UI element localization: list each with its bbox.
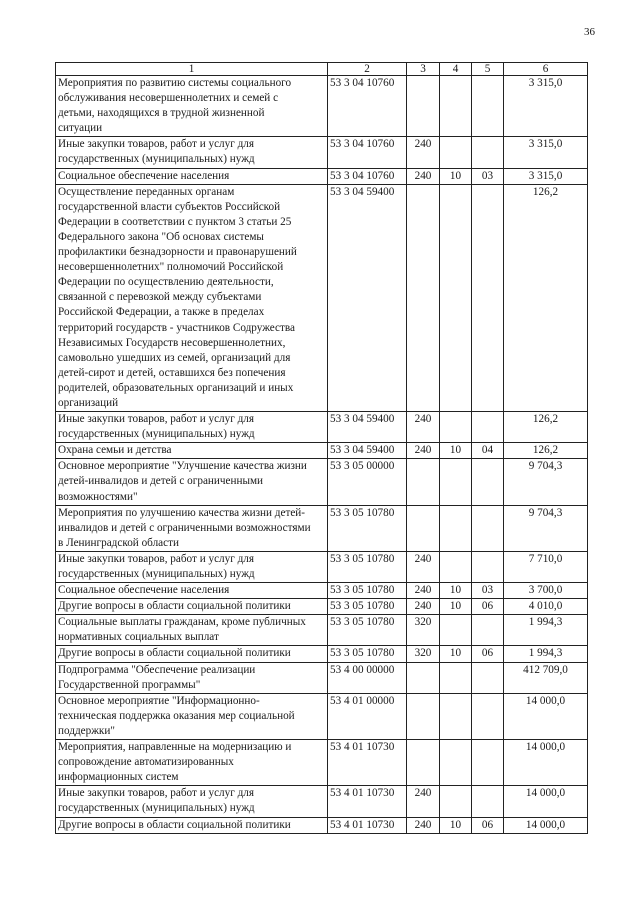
- row-expense-type: 320: [407, 615, 440, 646]
- row-section: [440, 505, 472, 551]
- row-section: [440, 693, 472, 739]
- row-section: 10: [440, 817, 472, 833]
- header-col-3: 3: [407, 63, 440, 76]
- row-amount: 7 710,0: [504, 551, 588, 582]
- row-section: [440, 184, 472, 411]
- row-name: Подпрограмма "Обеспечение реализации Государственной программы": [56, 662, 328, 693]
- row-name: Иные закупки товаров, работ и услуг для государственных (муниципальных) нужд: [56, 412, 328, 443]
- budget-table: [55, 62, 588, 834]
- table-row: [56, 505, 588, 551]
- row-section: [440, 615, 472, 646]
- row-name: Основное мероприятие "Улучшение качества жизни детей-инвалидов и детей с ограниченными возможностями": [56, 459, 328, 505]
- table-row: [56, 583, 588, 599]
- row-amount: 14 000,0: [504, 740, 588, 786]
- row-name: Другие вопросы в области социальной политики: [56, 599, 328, 615]
- row-expense-type: 240: [407, 817, 440, 833]
- row-subsection: [472, 615, 504, 646]
- row-subsection: 06: [472, 817, 504, 833]
- row-name: Социальное обеспечение населения: [56, 583, 328, 599]
- row-name: Другие вопросы в области социальной политики: [56, 646, 328, 662]
- row-section: [440, 76, 472, 137]
- row-code: 53 3 04 59400: [328, 184, 407, 411]
- row-name: Основное мероприятие "Информационно- техническая поддержка оказания мер социальной поддержки": [56, 693, 328, 739]
- row-subsection: [472, 693, 504, 739]
- row-subsection: [472, 412, 504, 443]
- row-code: 53 3 05 10780: [328, 599, 407, 615]
- row-name: Иные закупки товаров, работ и услуг для государственных (муниципальных) нужд: [56, 786, 328, 817]
- table-row: [56, 137, 588, 168]
- row-subsection: [472, 662, 504, 693]
- row-expense-type: 240: [407, 168, 440, 184]
- row-section: [440, 740, 472, 786]
- row-code: 53 3 05 00000: [328, 459, 407, 505]
- row-code: 53 4 01 10730: [328, 740, 407, 786]
- row-name: Другие вопросы в области социальной политики: [56, 817, 328, 833]
- row-expense-type: [407, 693, 440, 739]
- table-row: [56, 459, 588, 505]
- row-amount: 9 704,3: [504, 459, 588, 505]
- row-amount: 3 315,0: [504, 137, 588, 168]
- row-section: 10: [440, 646, 472, 662]
- row-code: 53 3 04 59400: [328, 412, 407, 443]
- row-code: 53 4 01 10730: [328, 786, 407, 817]
- row-amount: 14 000,0: [504, 693, 588, 739]
- row-code: 53 3 05 10780: [328, 615, 407, 646]
- row-expense-type: 240: [407, 551, 440, 582]
- row-subsection: [472, 505, 504, 551]
- row-section: [440, 786, 472, 817]
- row-amount: 14 000,0: [504, 786, 588, 817]
- row-section: [440, 662, 472, 693]
- table-row: [56, 693, 588, 739]
- row-amount: 1 994,3: [504, 615, 588, 646]
- row-amount: 3 700,0: [504, 583, 588, 599]
- row-amount: 126,2: [504, 412, 588, 443]
- row-subsection: [472, 786, 504, 817]
- row-code: 53 3 05 10780: [328, 583, 407, 599]
- table-row: [56, 646, 588, 662]
- row-code: 53 3 05 10780: [328, 646, 407, 662]
- row-amount: 1 994,3: [504, 646, 588, 662]
- row-expense-type: 240: [407, 137, 440, 168]
- row-subsection: 03: [472, 583, 504, 599]
- row-expense-type: [407, 740, 440, 786]
- page-number: 36: [584, 26, 595, 38]
- table-row: [56, 551, 588, 582]
- row-section: 10: [440, 599, 472, 615]
- row-name: Мероприятия по развитию системы социального обслуживания несовершеннолетних и семей с детьми, находящихся в трудной жизненной ситуации: [56, 76, 328, 137]
- row-expense-type: 240: [407, 443, 440, 459]
- header-col-6: 6: [504, 63, 588, 76]
- row-code: 53 3 04 10760: [328, 137, 407, 168]
- row-amount: 3 315,0: [504, 76, 588, 137]
- header-col-1: 1: [56, 63, 328, 76]
- row-subsection: [472, 551, 504, 582]
- table-row: [56, 168, 588, 184]
- row-expense-type: 240: [407, 583, 440, 599]
- table-row: [56, 443, 588, 459]
- row-name: Социальные выплаты гражданам, кроме публичных нормативных социальных выплат: [56, 615, 328, 646]
- row-expense-type: [407, 459, 440, 505]
- row-code: 53 4 01 10730: [328, 817, 407, 833]
- row-subsection: [472, 459, 504, 505]
- row-amount: 412 709,0: [504, 662, 588, 693]
- row-code: 53 4 01 00000: [328, 693, 407, 739]
- row-amount: 4 010,0: [504, 599, 588, 615]
- row-code: 53 4 00 00000: [328, 662, 407, 693]
- row-section: [440, 459, 472, 505]
- table-row: [56, 599, 588, 615]
- row-name: Мероприятия, направленные на модернизацию и сопровождение автоматизированных информационных систем: [56, 740, 328, 786]
- header-col-2: 2: [328, 63, 407, 76]
- row-code: 53 3 04 10760: [328, 76, 407, 137]
- row-name: Иные закупки товаров, работ и услуг для государственных (муниципальных) нужд: [56, 137, 328, 168]
- row-subsection: 06: [472, 646, 504, 662]
- row-subsection: 04: [472, 443, 504, 459]
- row-name: Охрана семьи и детства: [56, 443, 328, 459]
- row-name: Мероприятия по улучшению качества жизни детей- инвалидов и детей с ограниченными возможностями в Ленинградской области: [56, 505, 328, 551]
- row-subsection: [472, 740, 504, 786]
- row-name: Социальное обеспечение населения: [56, 168, 328, 184]
- row-section: 10: [440, 443, 472, 459]
- row-section: 10: [440, 583, 472, 599]
- table-row: [56, 786, 588, 817]
- row-section: 10: [440, 168, 472, 184]
- row-code: 53 3 05 10780: [328, 551, 407, 582]
- row-subsection: [472, 76, 504, 137]
- row-expense-type: [407, 505, 440, 551]
- row-expense-type: 320: [407, 646, 440, 662]
- row-section: [440, 137, 472, 168]
- row-subsection: [472, 137, 504, 168]
- table-row: [56, 412, 588, 443]
- row-subsection: [472, 184, 504, 411]
- row-expense-type: [407, 184, 440, 411]
- row-section: [440, 412, 472, 443]
- row-subsection: 06: [472, 599, 504, 615]
- row-name: Осуществление переданных органам государственной власти субъектов Российской Федерации в соответствии с пунктом 3 статьи 25 Федерального закона "Об основах системы профилактики безнадзорности и правонарушений несовершеннолетних" полномочий Российской Федерации по осуществлению деятельности, связанной с перевозкой между субъектами Российской Федерации, а также в пределах территорий государств - участников Содружества Независимых Государств несовершеннолетних, самовольно ушедших из семей, организаций для детей-сирот и детей, оставшихся без попечения родителей, образовательных организаций и иных организаций: [56, 184, 328, 411]
- table-row: [56, 817, 588, 833]
- row-code: 53 3 04 59400: [328, 443, 407, 459]
- row-amount: 14 000,0: [504, 817, 588, 833]
- row-amount: 126,2: [504, 184, 588, 411]
- row-expense-type: 240: [407, 412, 440, 443]
- row-expense-type: 240: [407, 786, 440, 817]
- row-subsection: 03: [472, 168, 504, 184]
- row-amount: 126,2: [504, 443, 588, 459]
- table-row: [56, 740, 588, 786]
- row-code: 53 3 05 10780: [328, 505, 407, 551]
- row-expense-type: 240: [407, 599, 440, 615]
- row-name: Иные закупки товаров, работ и услуг для государственных (муниципальных) нужд: [56, 551, 328, 582]
- row-expense-type: [407, 662, 440, 693]
- table-row: [56, 76, 588, 137]
- header-row: [56, 63, 588, 76]
- table-row: [56, 662, 588, 693]
- header-col-4: 4: [440, 63, 472, 76]
- row-code: 53 3 04 10760: [328, 168, 407, 184]
- row-section: [440, 551, 472, 582]
- table-row: [56, 184, 588, 411]
- row-expense-type: [407, 76, 440, 137]
- row-amount: 9 704,3: [504, 505, 588, 551]
- row-amount: 3 315,0: [504, 168, 588, 184]
- table-row: [56, 615, 588, 646]
- header-col-5: 5: [472, 63, 504, 76]
